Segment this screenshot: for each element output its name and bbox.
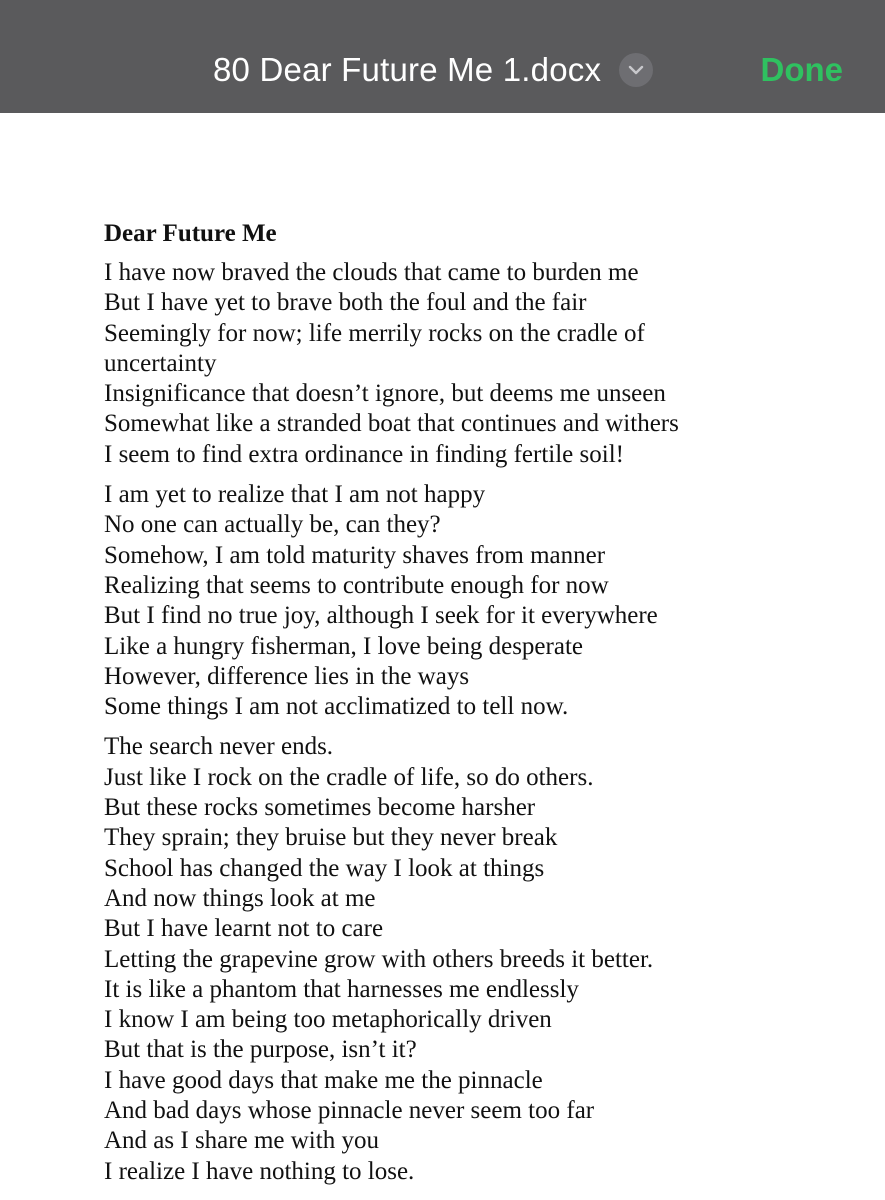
stanza-3 xyxy=(104,732,864,1186)
poem-line: And as I share me with you xyxy=(104,1127,379,1155)
poem-line: They sprain; they bruise but they never break xyxy=(104,824,558,852)
poem-line: Somewhat like a stranded boat that continues and withers xyxy=(104,410,679,438)
poem-line: But I have learnt not to care xyxy=(104,915,384,943)
poem-line: No one can actually be, can they? xyxy=(104,511,441,539)
poem-line: But I have yet to brave both the foul and the fair xyxy=(104,289,587,317)
document-header-bar xyxy=(0,0,885,113)
poem-line: Somehow, I am told maturity shaves from manner xyxy=(104,541,606,569)
chevron-down-icon xyxy=(628,65,644,75)
done-button[interactable]: Done xyxy=(760,51,843,88)
poem-line: But I find no true joy, although I seek for it everywhere xyxy=(104,602,658,630)
poem-line: However, difference lies in the ways xyxy=(104,662,470,690)
poem-line: Realizing that seems to contribute enough for now xyxy=(104,571,609,599)
poem-line: Some things I am not acclimatized to tell now. xyxy=(104,693,569,721)
poem-line: Like a hungry fisherman, I love being desperate xyxy=(104,632,583,660)
stanza-1 xyxy=(104,258,864,470)
poem-line: But that is the purpose, isn’t it? xyxy=(104,1036,417,1064)
poem-line: Seemingly for now; life merrily rocks on the cradle of xyxy=(104,319,645,347)
poem-line: I know I am being too metaphorically driven xyxy=(104,1006,552,1034)
poem-line: uncertainty xyxy=(104,349,217,377)
document-body xyxy=(104,216,864,1197)
poem-line: I realize I have nothing to lose. xyxy=(104,1157,415,1185)
poem-line: Just like I rock on the cradle of life, so do others. xyxy=(104,763,594,791)
document-title-menu[interactable] xyxy=(213,44,653,96)
document-title[interactable]: 80 Dear Future Me 1.docx xyxy=(213,51,602,88)
poem-title: Dear Future Me xyxy=(104,220,277,247)
poem-line: School has changed the way I look at things xyxy=(104,854,545,882)
title-menu-button[interactable] xyxy=(619,53,653,87)
stanza-2 xyxy=(104,480,864,722)
poem-line: Letting the grapevine grow with others breeds it better. xyxy=(104,945,654,973)
poem-line: I have good days that make me the pinnacle xyxy=(104,1066,543,1094)
poem-line: The search never ends. xyxy=(104,733,334,761)
poem-line: And now things look at me xyxy=(104,884,376,912)
poem-line: But these rocks sometimes become harsher xyxy=(104,794,536,822)
poem-line: And bad days whose pinnacle never seem too far xyxy=(104,1097,595,1125)
poem-line: It is like a phantom that harnesses me endlessly xyxy=(104,975,579,1003)
poem-line: I have now braved the clouds that came to burden me xyxy=(104,259,639,286)
poem-line: Insignificance that doesn’t ignore, but deems me unseen xyxy=(104,380,666,408)
poem-line: I seem to find extra ordinance in finding fertile soil! xyxy=(104,440,624,468)
poem-line: I am yet to realize that I am not happy xyxy=(104,481,486,509)
